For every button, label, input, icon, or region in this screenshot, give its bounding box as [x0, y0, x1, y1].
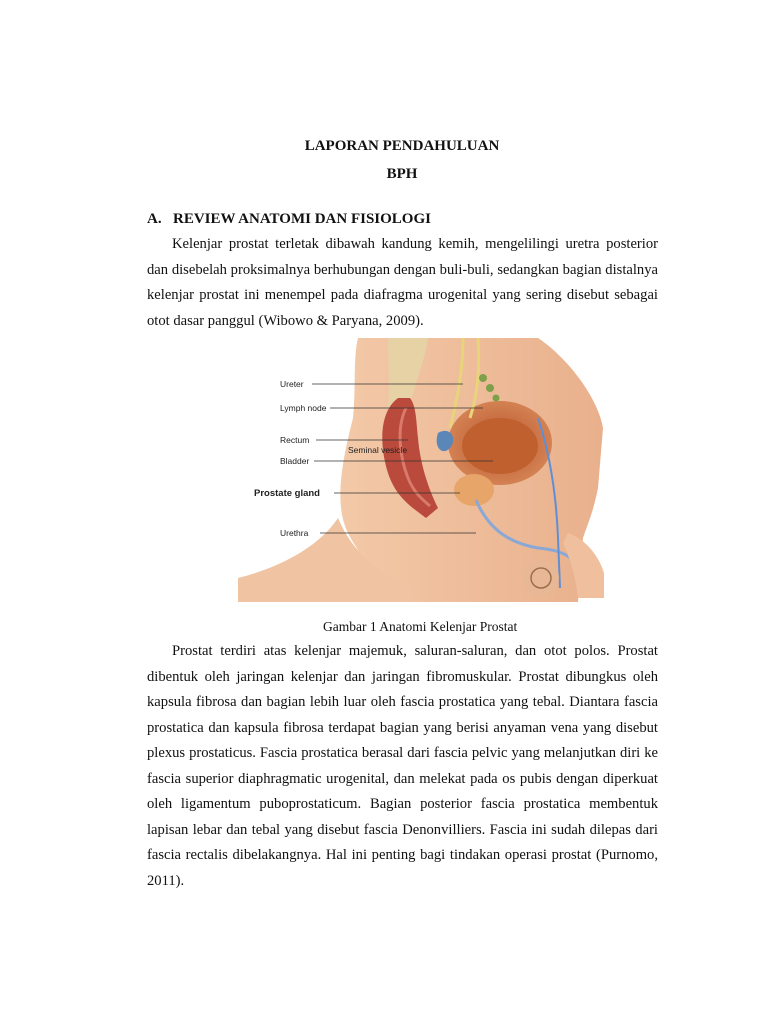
label-ureter: Ureter [280, 379, 304, 389]
label-urethra: Urethra [280, 528, 309, 538]
section-title: REVIEW ANATOMI DAN FISIOLOGI [173, 211, 431, 227]
label-prostate-gland: Prostate gland [254, 488, 320, 499]
label-lymph-node: Lymph node [280, 403, 327, 413]
section-heading [147, 211, 431, 228]
label-bladder: Bladder [280, 456, 310, 466]
paragraph-2-text: Prostat terdiri atas kelenjar majemuk, saluran-saluran, dan otot polos. Prostat dibentuk oleh jaringan kelenjar dan jaringan fibromuskular. Prostat dibungkus oleh kapsula fibrosa dan bagian lebih luar oleh fascia prostatica yang tebal. Diantara fascia prostatica dan kapsula fibrosa terdapat bagian yang berisi anyaman vena yang disebut plexus prostaticus. Fascia prostatica berasal dari fascia pelvic yang melanjutkan diri ke fascia superior diaphragmatic urogenital, dan melekat pada os pubis dengan diperkuat oleh ligamentum puboprostaticum. Bagian posterior fascia prostatica membentuk lapisan lebar dan tebal yang disebut fascia Denonvilliers. Fascia ini sudah dilepas dari fascia rectalis dibelakangnya. Hal ini penting bagi tindakan operasi prostat (Purnomo, 2011). [147, 643, 658, 889]
label-rectum: Rectum [280, 435, 310, 445]
figure-caption: Gambar 1 Anatomi Kelenjar Prostat [323, 619, 518, 634]
section-number: A. [147, 211, 162, 227]
label-seminal-vesicle: Seminal vesicle [348, 445, 408, 455]
document-subtitle: BPH [386, 166, 418, 182]
prostate-anatomy-figure [238, 338, 606, 602]
paragraph-1-text: Kelenjar prostat terletak dibawah kandung kemih, mengelilingi uretra posterior dan disebelah proksimalnya berhubungan dengan buli-buli, sedangkan bagian distalnya kelenjar prostat ini menempel pada diafragma urogenital yang sering disebut sebagai otot dasar panggul (Wibowo & Paryana, 2009). [147, 236, 658, 329]
paragraph-2 [147, 639, 658, 894]
document-title: LAPORAN PENDAHULUAN [304, 138, 500, 154]
paragraph-1 [147, 232, 658, 334]
